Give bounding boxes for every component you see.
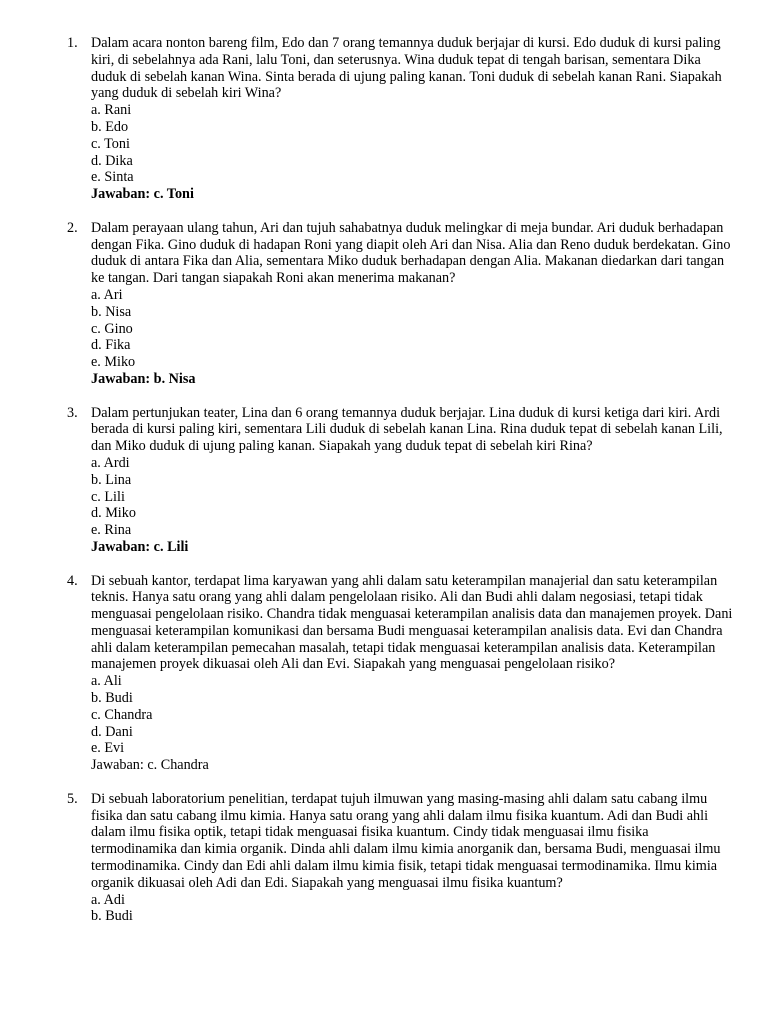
question-text: Di sebuah laboratorium penelitian, terdapat tujuh ilmuwan yang masing-masing ahli dalam satu cabang ilmu fisika dan satu cabang ilmu kimia. Hanya satu orang yang ahli dalam ilmu fisika kuantum. Adi dan Budi ahli dalam ilmu fisika optik, tetapi tidak menguasai fisika kuantum. Cindy tidak menguasai ilmu fisika termodinamika dan kimia organik. Dinda ahli dalam ilmu kimia anorganik dan, bersama Budi, menguasai ilmu termodinamika. Cindy dan Edi ahli dalam ilmu kimia fisik, tetapi tidak menguasai termodinamika. Ilmu kimia organik dikuasai oleh Adi dan Edi. Siapakah yang menguasai ilmu fisika kuantum? xyxy=(91,790,721,891)
option-b: b. Budi xyxy=(91,908,133,925)
question-text: Dalam acara nonton bareng film, Edo dan 7 orang temannya duduk berjajar di kursi. Edo duduk di kursi paling kiri, di sebelahnya ada Rani, lalu Toni, dan seterusnya. Wina duduk tepat di tengah barisan, sementara Dika duduk di sebelah kanan Wina. Sinta berada di ujung paling kanan. Toni duduk di sebelah kanan Rani. Siapakah yang duduk di sebelah kiri Wina? xyxy=(91,35,722,102)
option-a: a. Adi xyxy=(91,891,125,908)
question-number: 4. xyxy=(67,572,78,589)
answer-line: Jawaban: c. Lili xyxy=(91,538,189,555)
answer-line: Jawaban: b. Nisa xyxy=(91,370,196,387)
option-d: d. Dika xyxy=(91,152,133,169)
option-b: b. Budi xyxy=(91,690,133,707)
question-number: 5. xyxy=(67,790,78,807)
option-a: a. Ari xyxy=(91,286,123,303)
question-5 xyxy=(0,791,768,925)
question-3 xyxy=(0,405,768,556)
answer-line: Jawaban: c. Toni xyxy=(91,186,194,203)
option-d: d. Fika xyxy=(91,337,131,354)
option-a: a. Ardi xyxy=(91,454,130,471)
question-number: 3. xyxy=(67,404,78,421)
option-a: a. Rani xyxy=(91,102,132,119)
option-b: b. Lina xyxy=(91,471,132,488)
option-e: e. Rina xyxy=(91,522,132,539)
option-c: c. Chandra xyxy=(91,706,153,723)
option-e: e. Sinta xyxy=(91,169,134,186)
question-number: 1. xyxy=(67,35,78,51)
answer-line: Jawaban: c. Chandra xyxy=(91,757,209,774)
option-c: c. Toni xyxy=(91,135,130,152)
option-c: c. Lili xyxy=(91,488,125,505)
question-2 xyxy=(0,220,768,388)
question-text: Dalam pertunjukan teater, Lina dan 6 orang temannya duduk berjajar. Lina duduk di kursi ketiga dari kiri. Ardi berada di kursi paling kiri, sementara Lili duduk di sebelah kanan Lina. Rina duduk tepat di sebelah kanan Lili, dan Miko duduk di ujung paling kanan. Siapakah yang duduk tepat di sebelah kiri Rina? xyxy=(91,404,723,455)
option-e: e. Evi xyxy=(91,740,125,757)
option-d: d. Miko xyxy=(91,505,136,522)
question-text: Dalam perayaan ulang tahun, Ari dan tujuh sahabatnya duduk melingkar di meja bundar. Ari duduk berhadapan dengan Fika. Gino duduk di hadapan Roni yang diapit oleh Ari dan Nisa. Alia dan Reno duduk berdekatan. Gino duduk di antara Fika dan Alia, sementara Miko duduk berhadapan dengan Alia. Makanan diedarkan dari tangan ke tangan. Dari tangan siapakah Roni akan menerima makanan? xyxy=(91,219,731,287)
option-a: a. Ali xyxy=(91,673,122,690)
option-b: b. Edo xyxy=(91,118,129,135)
document-page xyxy=(0,35,768,942)
question-text: Di sebuah kantor, terdapat lima karyawan yang ahli dalam satu keterampilan manajerial dan satu keterampilan teknis. Hanya satu orang yang ahli dalam pengelolaan risiko. Ali dan Budi ahli dalam negosiasi, tetapi tidak menguasai pengelolaan risiko. Chandra tidak menguasai keterampilan analisis data dan manajemen proyek. Dani menguasai keterampilan komunikasi dan bersama Budi menguasai keterampilan analisis data. Evi dan Chandra ahli dalam keterampilan pemecahan masalah, tetapi tidak menguasai keterampilan analisis data. Keterampilan manajemen proyek dikuasai oleh Ali dan Evi. Siapakah yang menguasai pengelolaan risiko? xyxy=(91,572,733,673)
option-c: c. Gino xyxy=(91,320,133,337)
question-4 xyxy=(0,573,768,775)
option-d: d. Dani xyxy=(91,723,133,740)
question-1 xyxy=(0,35,768,203)
question-number: 2. xyxy=(67,219,78,236)
option-b: b. Nisa xyxy=(91,303,132,320)
option-e: e. Miko xyxy=(91,354,136,371)
